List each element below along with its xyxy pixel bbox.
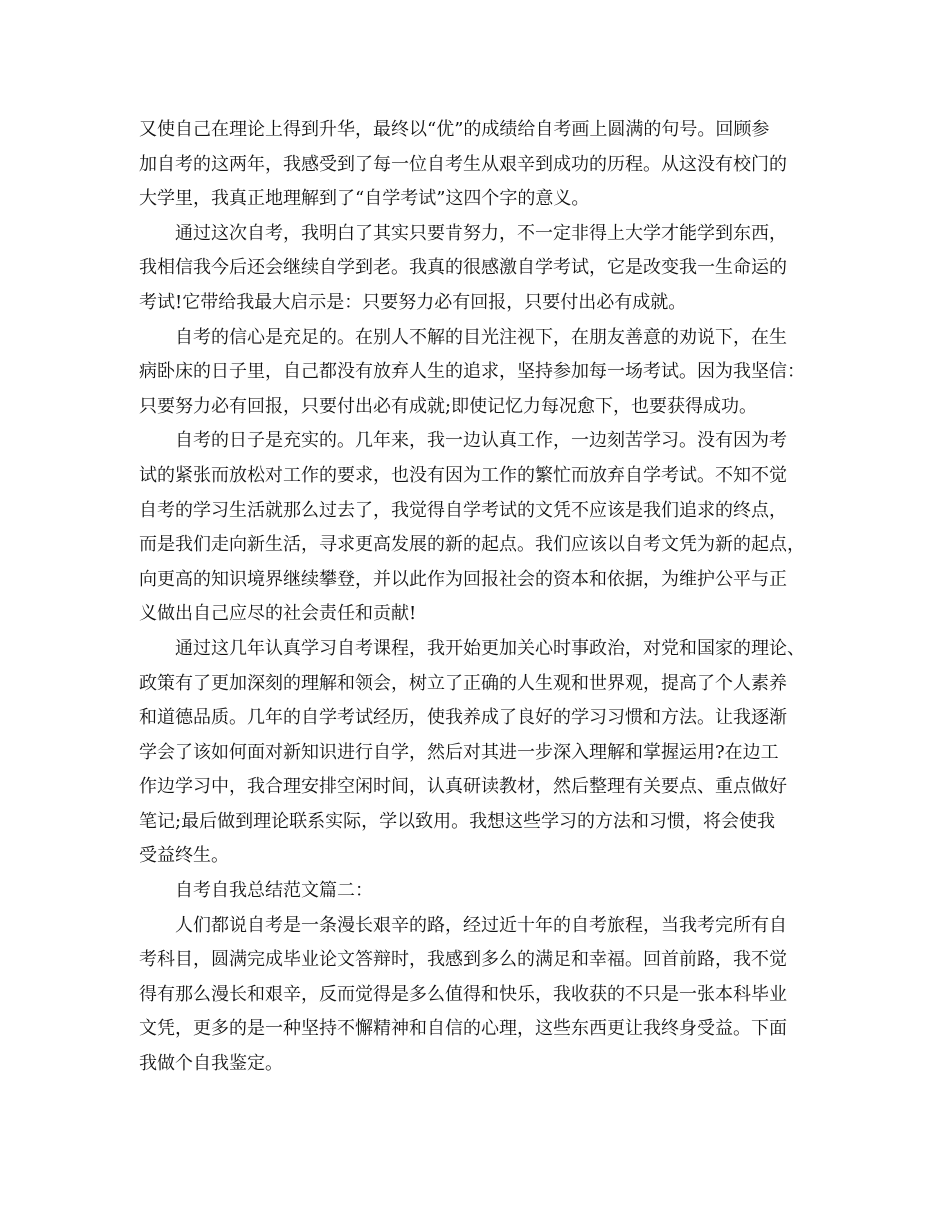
text-line: 自考的信心是充足的。在别人不解的目光注视下，在朋友善意的劝说下，在生 (175, 326, 787, 348)
text-line: 考科目，圆满完成毕业论文答辩时，我感到多么的满足和幸福。回首前路，我不觉 (139, 949, 787, 971)
text-line: 我做个自我鉴定。 (139, 1053, 283, 1075)
text-line: 自考的学习生活就那么过去了，我觉得自学考试的文凭不应该是我们追求的终点， (139, 499, 787, 521)
text-line: 人们都说自考是一条漫长艰辛的路，经过近十年的自考旅程，当我考完所有自 (175, 914, 787, 936)
text-line: 笔记;最后做到理论联系实际，学以致用。我想这些学习的方法和习惯，将会使我 (139, 810, 776, 832)
text-line: 我相信我今后还会继续自学到老。我真的很感激自学考试，它是改变我一生命运的 (139, 257, 787, 279)
section-heading: 自考自我总结范文篇二： (175, 880, 373, 902)
text-line: 病卧床的日子里，自己都没有放弃人生的追求，坚持参加每一场考试。因为我坚信： (139, 361, 805, 383)
text-line: 学会了该如何面对新知识进行自学，然后对其进一步深入理解和掌握运用?在边工 (139, 741, 779, 763)
text-line: 作边学习中，我合理安排空闲时间，认真研读教材，然后整理有关要点、重点做好 (139, 776, 787, 798)
text-line: 大学里，我真正地理解到了“自学考试”这四个字的意义。 (139, 188, 590, 210)
text-line: 只要努力必有回报，只要付出必有成就;即使记忆力每况愈下，也要获得成功。 (139, 395, 758, 417)
text-line: 受益终生。 (139, 845, 229, 867)
text-line: 试的紧张而放松对工作的要求，也没有因为工作的繁忙而放弃自学考试。不知不觉 (139, 464, 787, 486)
text-line: 考试!它带给我最大启示是：只要努力必有回报，只要付出必有成就。 (139, 291, 687, 313)
text-line: 而是我们走向新生活，寻求更高发展的新的起点。我们应该以自考文凭为新的起点， (139, 534, 805, 556)
text-line: 又使自己在理论上得到升华，最终以“优”的成绩给自考画上圆满的句号。回顾参 (139, 119, 770, 140)
text-line: 政策有了更加深刻的理解和领会，树立了正确的人生观和世界观，提高了个人素养 (139, 672, 787, 694)
text-line: 和道德品质。几年的自学考试经历，使我养成了良好的学习习惯和方法。让我逐渐 (139, 707, 787, 729)
text-line: 义做出自己应尽的社会责任和贡献! (139, 603, 417, 625)
text-line: 自考的日子是充实的。几年来，我一边认真工作，一边刻苦学习。没有因为考 (175, 430, 787, 452)
text-line: 通过这几年认真学习自考课程，我开始更加关心时事政治，对党和国家的理论、 (175, 637, 805, 659)
text-line: 得有那么漫长和艰辛，反而觉得是多么值得和快乐，我收获的不只是一张本科毕业 (139, 983, 787, 1005)
text-line: 通过这次自考，我明白了其实只要肯努力，不一定非得上大学才能学到东西， (175, 222, 787, 244)
text-line: 文凭，更多的是一种坚持不懈精神和自信的心理，这些东西更让我终身受益。下面 (139, 1018, 787, 1040)
text-line: 向更高的知识境界继续攀登，并以此作为回报社会的资本和依据，为维护公平与正 (139, 568, 787, 590)
document-body (139, 113, 811, 1082)
text-line: 加自考的这两年，我感受到了每一位自考生从艰辛到成功的历程。从这没有校门的 (139, 153, 787, 175)
